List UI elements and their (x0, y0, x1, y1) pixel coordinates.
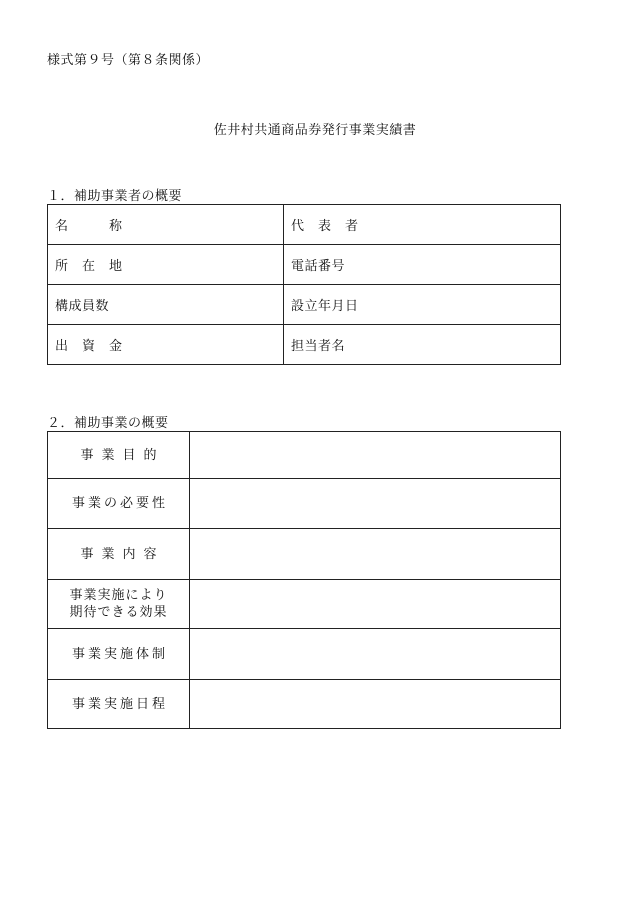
project-purpose-value (190, 432, 561, 479)
table-row (48, 325, 561, 365)
project-purpose-label: 事業目的 (48, 432, 190, 479)
implementation-schedule-value (190, 680, 561, 729)
project-necessity-label: 事業の必要性 (48, 479, 190, 529)
project-content-label: 事業内容 (48, 529, 190, 580)
member-count-label: 構成員数 (48, 285, 284, 325)
table-row (48, 629, 561, 680)
project-necessity-value (190, 479, 561, 529)
table-row (48, 529, 561, 580)
section2-heading: ２．補助事業の概要 (47, 416, 169, 431)
table-row (48, 580, 561, 629)
table-row (48, 432, 561, 479)
table-row (48, 245, 561, 285)
representative-label: 代 表 者 (284, 205, 561, 245)
form-number: 様式第９号（第８条関係） (47, 53, 210, 68)
project-content-value (190, 529, 561, 580)
table-row (48, 205, 561, 245)
capital-label: 出 資 金 (48, 325, 284, 365)
expected-effect-value (190, 580, 561, 629)
implementation-structure-label: 事業実施体制 (48, 629, 190, 680)
established-date-label: 設立年月日 (284, 285, 561, 325)
implementation-schedule-label: 事業実施日程 (48, 680, 190, 729)
address-label: 所 在 地 (48, 245, 284, 285)
expected-effect-label-line1: 事業実施により (69, 588, 168, 603)
expected-effect-label (48, 580, 190, 629)
business-operator-overview-table (47, 204, 561, 365)
person-in-charge-label: 担当者名 (284, 325, 561, 365)
expected-effect-label-line2: 期待できる効果 (69, 605, 168, 620)
project-overview-table (47, 431, 561, 729)
name-label: 名 称 (48, 205, 284, 245)
document-title: 佐井村共通商品券発行事業実績書 (213, 123, 417, 138)
table-row (48, 479, 561, 529)
implementation-structure-value (190, 629, 561, 680)
table-row (48, 680, 561, 729)
phone-number-label: 電話番号 (284, 245, 561, 285)
table-row (48, 285, 561, 325)
section1-heading: １．補助事業者の概要 (47, 189, 183, 204)
